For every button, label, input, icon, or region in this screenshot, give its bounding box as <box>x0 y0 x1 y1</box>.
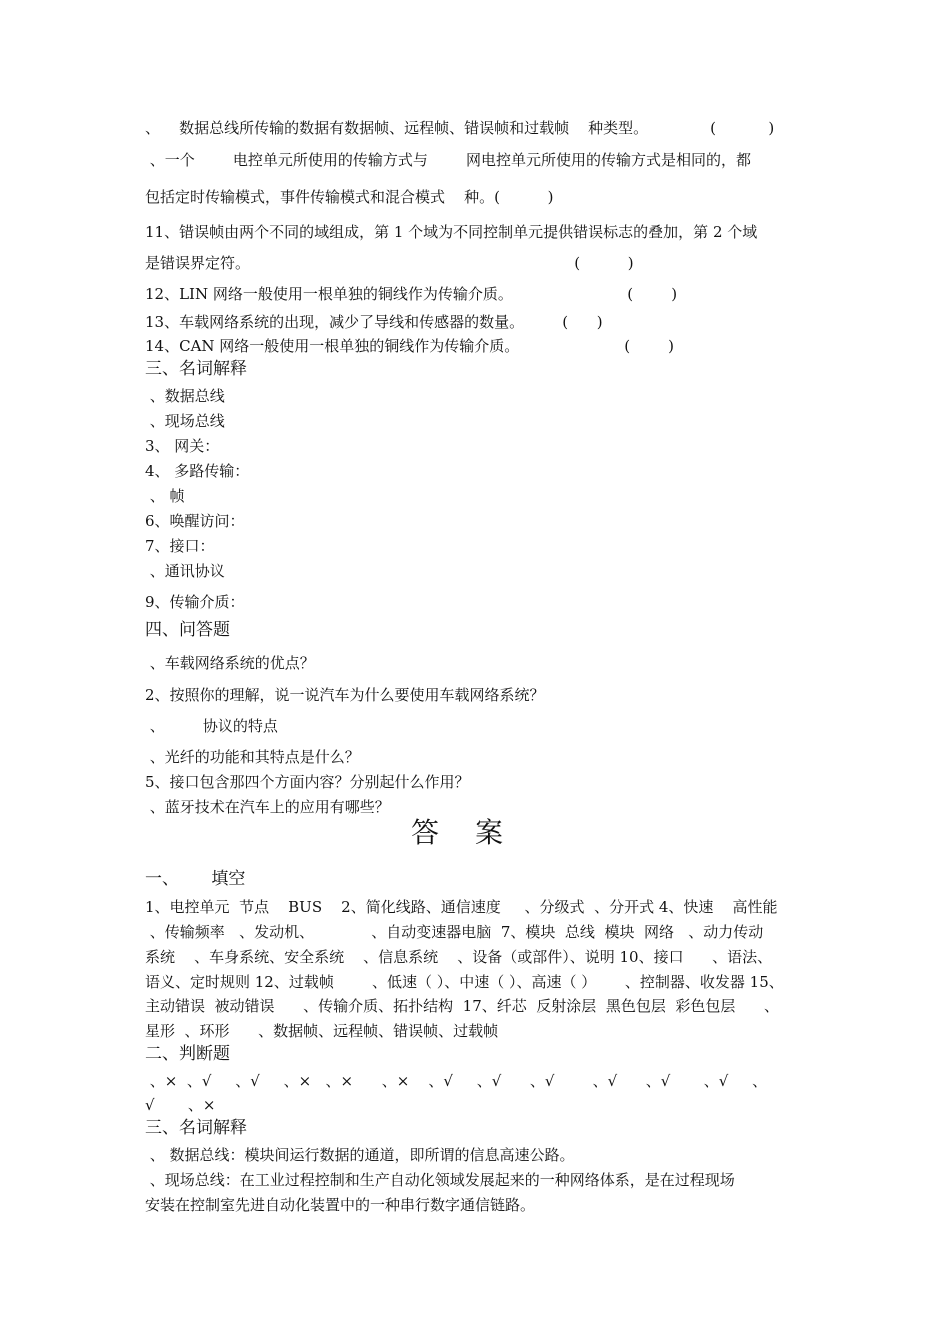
term-item-3: 3、 网关： <box>145 437 220 455</box>
judgment-question-11-line-1: 11、错误帧由两个不同的域组成，第 1 个域为不同控制单元提供错误标志的叠加，第 2 个域 <box>145 223 758 241</box>
qa-item-6: 、蓝牙技术在汽车上的应用有哪些？ <box>145 798 390 816</box>
answers-terms-line-1: 、 数据总线：模块间运行数据的通道，即所谓的信息高速公路。 <box>145 1146 575 1164</box>
qa-item-5: 5、接口包含那四个方面内容？分别起什么作用？ <box>145 773 470 791</box>
answers-terms-heading: 三、名词解释 <box>145 1118 247 1138</box>
judgment-question-9: 、 数据总线所传输的数据有数据帧、远程帧、错误帧和过载帧 种类型。 ( ) <box>145 119 775 137</box>
answers-fill-heading: 一、 填空 <box>145 869 246 889</box>
judgment-question-10-line-2: 包括定时传输模式，事件传输模式和混合模式 种。( ) <box>145 188 554 206</box>
answers-fill-line-4: 语义、定时规则 12、过载帧 、低速（ ）、中速（ ）、高速（ ） 、控制器、收发器 15、 <box>145 973 784 991</box>
term-item-7: 7、接口： <box>145 537 215 555</box>
judgment-question-14: 14、CAN 网络一般使用一根单独的铜线作为传输介质。 ( ) <box>145 337 675 355</box>
judgment-question-10-line-1: 、一个 电控单元所使用的传输方式与 网电控单元所使用的传输方式是相同的，都 <box>145 151 752 169</box>
term-item-1: 、数据总线 <box>145 387 225 405</box>
answers-judge-line-1: 、× 、√ 、√ 、× 、× 、× 、√ 、√ 、√ 、√ 、√ 、√ 、 <box>145 1072 768 1090</box>
term-item-5: 、 帧 <box>145 487 185 505</box>
terms-heading: 三、名词解释 <box>145 359 247 379</box>
answers-title: 答案 <box>410 816 539 849</box>
qa-item-2: 2、按照你的理解，说一说汽车为什么要使用车载网络系统？ <box>145 686 545 704</box>
answers-fill-line-2: 、传输频率 、发动机、 、自动变速器电脑 7、模块 总线 模块 网络 、动力传动 <box>145 923 764 941</box>
judgment-question-11-line-2: 是错误界定符。 ( ) <box>145 254 634 272</box>
term-item-4: 4、 多路传输： <box>145 462 250 480</box>
answers-fill-line-5: 主动错误 被动错误 、传输介质、拓扑结构 17、纤芯 反射涂层 黑色包层 彩色包层 、 <box>145 997 779 1015</box>
answers-judge-heading: 二、判断题 <box>145 1044 230 1064</box>
term-item-8: 、通讯协议 <box>145 562 225 580</box>
answers-terms-line-2: 、现场总线：在工业过程控制和生产自动化领域发展起来的一种网络体系，是在过程现场 <box>145 1171 735 1189</box>
qa-heading: 四、问答题 <box>145 620 230 640</box>
answers-judge-line-2: √ 、× <box>145 1096 216 1114</box>
qa-item-3: 、 协议的特点 <box>145 717 278 735</box>
answers-fill-line-3: 系统 、车身系统、安全系统 、信息系统 、设备（或部件）、说明 10、接口 、语法、 <box>145 948 773 966</box>
answers-fill-line-1: 1、电控单元 节点 BUS 2、简化线路、通信速度 、分级式 、分开式 4、快速 高性能 <box>145 898 778 916</box>
answers-terms-line-3: 安装在控制室先进自动化装置中的一种串行数字通信链路。 <box>145 1196 536 1214</box>
judgment-question-12: 12、LIN 网络一般使用一根单独的铜线作为传输介质。 ( ) <box>145 285 678 303</box>
term-item-9: 9、传输介质： <box>145 593 245 611</box>
answers-fill-line-6: 星形 、环形 、数据帧、远程帧、错误帧、过载帧 <box>145 1022 499 1040</box>
qa-item-1: 、车载网络系统的优点？ <box>145 654 315 672</box>
qa-item-4: 、光纤的功能和其特点是什么？ <box>145 748 360 766</box>
term-item-6: 6、唤醒访问： <box>145 512 245 530</box>
judgment-question-13: 13、车载网络系统的出现，减少了导线和传感器的数量。 ( ) <box>145 313 603 331</box>
term-item-2: 、现场总线 <box>145 412 225 430</box>
